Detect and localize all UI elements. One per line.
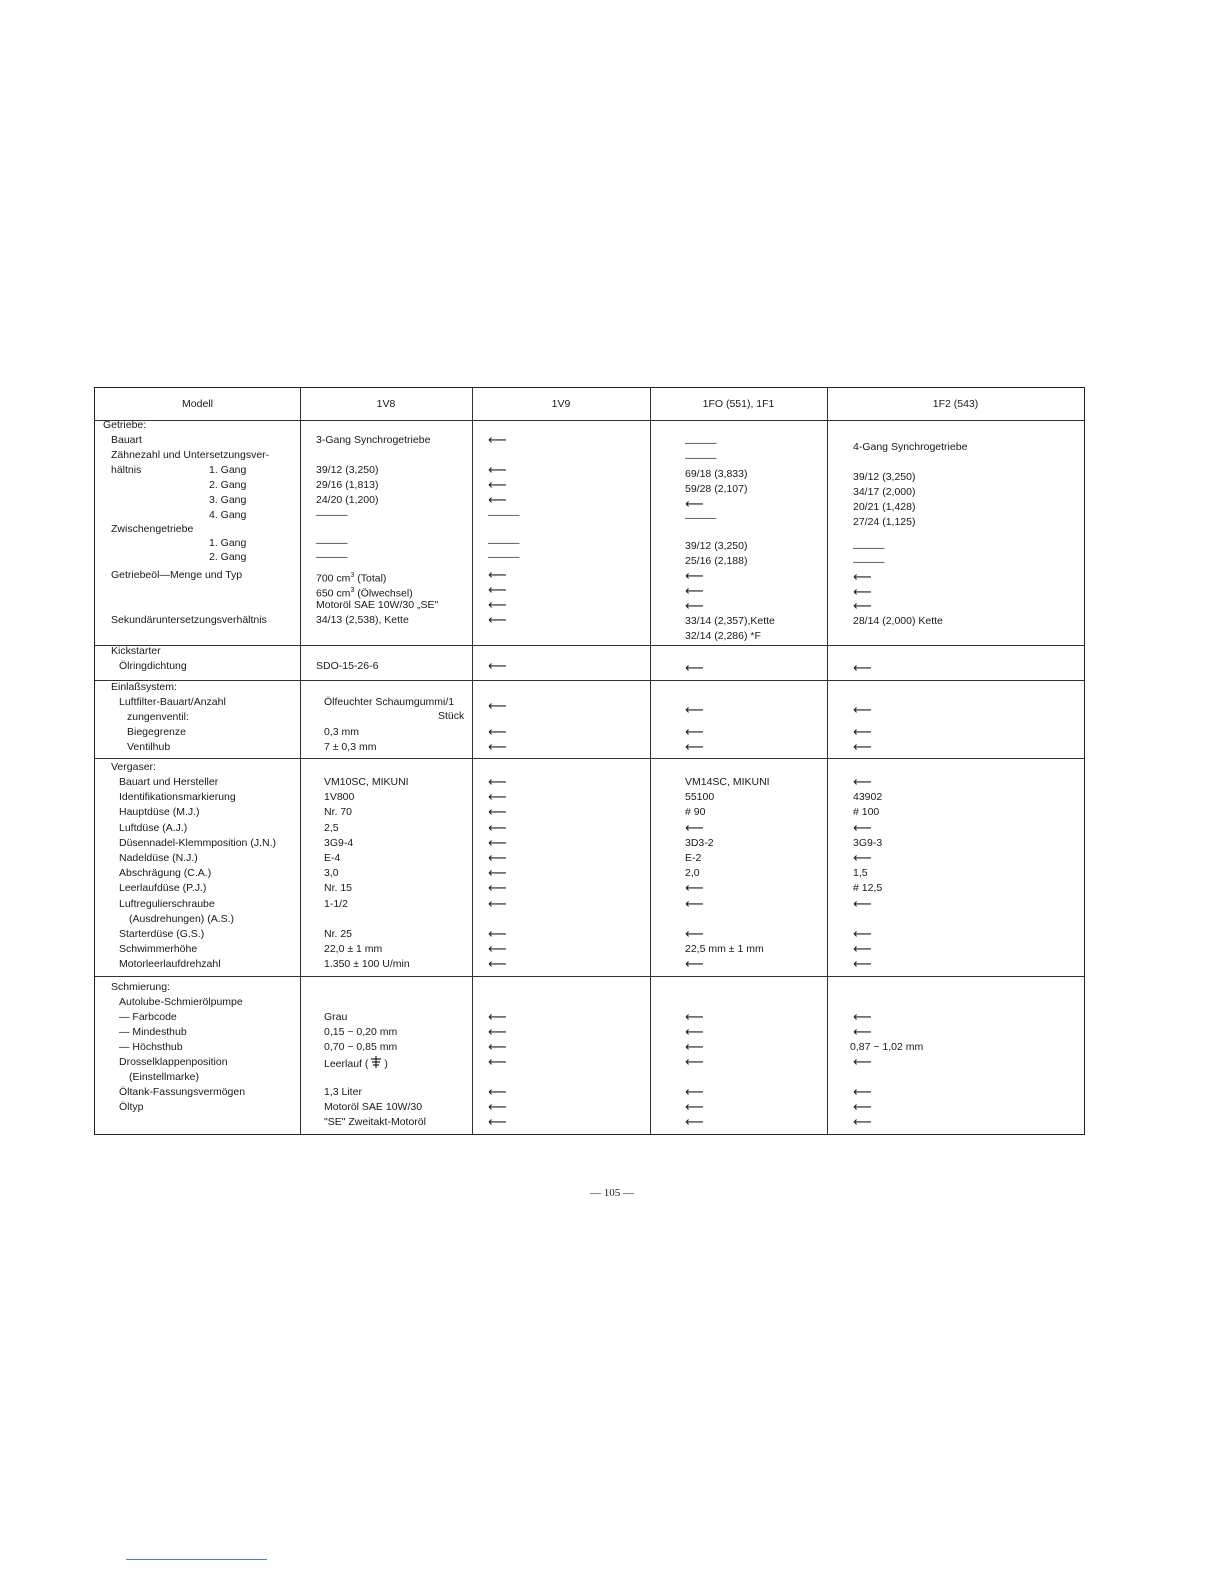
- vergaser-value-1v8: 1V800: [324, 791, 355, 804]
- same-as-arrow: ⟵: [853, 1100, 872, 1115]
- value-1v8-gang4: ———: [316, 509, 348, 521]
- header-1v9: 1V9: [551, 398, 571, 410]
- same-as-arrow: ⟵: [853, 957, 872, 973]
- header-1v8: 1V8: [376, 398, 396, 410]
- value-1v8-oelring: SDO-15-26-6: [316, 660, 379, 672]
- vergaser-label: Bauart und Hersteller: [119, 776, 219, 788]
- vergaser-value-1fo: 22,5 mm ± 1 mm: [685, 943, 764, 956]
- same-as-arrow: ⟵: [488, 740, 507, 755]
- value-1f2-bauart: 4-Gang Synchrogetriebe: [853, 441, 968, 453]
- same-as-arrow: ⟵: [488, 1085, 507, 1100]
- value-1v8-oeltank: 1,3 Liter: [324, 1086, 362, 1098]
- same-as-arrow: ⟵: [488, 493, 507, 508]
- label-oeltyp: Öltyp: [119, 1101, 144, 1113]
- value-1v8-gang3: 24/20 (1,200): [316, 494, 379, 506]
- value-1v8-bauart: 3-Gang Synchrogetriebe: [316, 434, 431, 446]
- label-gang3: 3. Gang: [209, 494, 247, 506]
- same-as-arrow: ⟵: [488, 851, 507, 866]
- value-1v8-farbcode: Grau: [324, 1011, 348, 1023]
- label-autolube: Autolube-Schmierölpumpe: [119, 996, 243, 1008]
- same-as-arrow: ⟵: [488, 942, 507, 958]
- value-1v8-hoechsthub: 0,70 ~ 0,85 mm: [324, 1041, 398, 1053]
- same-as-arrow: ⟵: [685, 584, 704, 599]
- label-hoechsthub: — Höchsthub: [119, 1041, 183, 1053]
- vergaser-value-1fo: 2,0: [685, 867, 700, 880]
- value-1fo-gang4: ———: [685, 512, 717, 524]
- col-divider: [827, 388, 828, 1134]
- section-divider: [95, 680, 1084, 681]
- label-ventilhub: Ventilhub: [127, 741, 171, 753]
- same-as-arrow: ⟵: [685, 1040, 704, 1055]
- same-as-arrow: ⟵: [685, 1025, 704, 1040]
- section-divider: [95, 645, 1084, 646]
- value-1v8-oeltyp2: "SE" Zweitakt-Motoröl: [324, 1116, 426, 1128]
- value-1f2-gang3: 20/21 (1,428): [853, 501, 916, 513]
- same-as-arrow: ⟵: [488, 805, 507, 821]
- same-as-arrow: ⟵: [853, 820, 872, 836]
- vergaser-value-1v8: 1-1/2: [324, 897, 348, 910]
- same-as-arrow: ⟵: [853, 1085, 872, 1100]
- value-1f2-zgang2: ———: [853, 556, 885, 568]
- same-as-arrow: ⟵: [853, 703, 872, 718]
- same-as-arrow: ⟵: [685, 881, 704, 897]
- label-zwischengetriebe: Zwischengetriebe: [111, 523, 194, 535]
- same-as-arrow: ⟵: [488, 881, 507, 897]
- label-biegegrenze: Biegegrenze: [127, 726, 186, 738]
- value-1v8-gang2: 29/16 (1,813): [316, 479, 379, 491]
- header-modell: Modell: [182, 398, 213, 410]
- label-farbcode: — Farbcode: [119, 1011, 177, 1023]
- value-1v8-oel-wechsel: 650 $cm^3$ (Ölwechsel): [316, 587, 413, 600]
- col-divider: [650, 388, 651, 1134]
- same-as-arrow: ⟵: [685, 1115, 704, 1130]
- label-zaehnezahl: Zähnezahl und Untersetzungsver-: [111, 449, 270, 461]
- value-1fo-dash: ———: [685, 452, 717, 464]
- same-as-arrow: ⟵: [488, 568, 507, 583]
- same-as-arrow: ⟵: [488, 896, 507, 912]
- vergaser-value-1v8: 1.350 ± 100 U/min: [324, 958, 410, 971]
- value-1f2-sek: 28/14 (2,000) Kette: [853, 615, 943, 627]
- same-as-arrow: ⟵: [685, 820, 704, 836]
- same-as-arrow: ⟵: [488, 433, 507, 448]
- value-1v8-drossel: Leerlauf ( ): [324, 1055, 388, 1072]
- same-as-arrow: ⟵: [853, 851, 872, 866]
- vergaser-label: (Ausdrehungen) (A.S.): [129, 912, 235, 925]
- value-1fo-zgang1: 39/12 (3,250): [685, 540, 748, 552]
- value-1v8-zgang1: ———: [316, 537, 348, 549]
- value-1fo-zgang2: 25/16 (2,188): [685, 555, 748, 567]
- same-as-arrow: ⟵: [488, 927, 507, 942]
- same-as-arrow: ⟵: [488, 775, 507, 790]
- label-einstellmarke: (Einstellmarke): [129, 1071, 200, 1083]
- value-1f2-gang4: 27/24 (1,125): [853, 516, 916, 528]
- same-as-arrow: ⟵: [488, 598, 507, 613]
- same-as-arrow: ⟵: [853, 661, 872, 676]
- label-drosselklappe: Drosselklappenposition: [119, 1056, 228, 1068]
- value-1v8-gang1: 39/12 (3,250): [316, 464, 379, 476]
- same-as-arrow: ⟵: [488, 613, 507, 628]
- section-divider: [95, 758, 1084, 759]
- same-as-arrow: ⟵: [685, 661, 704, 676]
- vergaser-value-1v8: 3,0: [324, 867, 339, 880]
- value-1v8-luftfilter-stueck: Stück: [438, 710, 465, 722]
- same-as-arrow: ⟵: [853, 896, 872, 912]
- same-as-arrow: ⟵: [488, 1025, 507, 1040]
- same-as-arrow: ⟵: [685, 569, 704, 584]
- label-zungenventil: zungenventil:: [127, 711, 189, 723]
- same-as-arrow: ⟵: [488, 790, 507, 806]
- label-gang2: 2. Gang: [209, 479, 247, 491]
- section-title-vergaser: Vergaser:: [111, 761, 156, 773]
- value-1f2-hoechsthub: 0,87 ~ 1,02 mm: [850, 1041, 924, 1053]
- same-as-arrow: ⟵: [488, 478, 507, 493]
- page-number: — 105 —: [590, 1187, 634, 1199]
- header-1f2: 1F2 (543): [932, 398, 979, 410]
- vergaser-value-1v8: Nr. 25: [324, 928, 353, 940]
- vergaser-label: Luftdüse (A.J.): [119, 821, 188, 834]
- same-as-arrow: ⟵: [685, 703, 704, 718]
- section-title-getriebe: Getriebe:: [103, 419, 147, 431]
- vergaser-label: Hauptdüse (M.J.): [119, 806, 200, 819]
- label-sekundaer: Sekundäruntersetzungsverhältnis: [111, 614, 267, 626]
- value-1fo-bauart: ———: [685, 437, 717, 449]
- col-divider: [472, 388, 473, 1134]
- value-1v8-oel-typ: Motoröl SAE 10W/30 „SE": [316, 599, 439, 611]
- same-as-arrow: ⟵: [488, 835, 507, 851]
- same-as-arrow: ⟵: [488, 725, 507, 740]
- vergaser-value-1v8: E-4: [324, 852, 341, 864]
- same-as-arrow: ⟵: [685, 1055, 704, 1070]
- vergaser-value-1v8: Nr. 15: [324, 882, 353, 895]
- same-as-arrow: ⟵: [488, 957, 507, 973]
- same-as-arrow: ⟵: [488, 699, 507, 714]
- value-1v8-oeltyp1: Motoröl SAE 10W/30: [324, 1101, 423, 1113]
- same-as-arrow: ⟵: [685, 1100, 704, 1115]
- same-as-arrow: ⟵: [488, 659, 507, 674]
- vergaser-value-1f2: # 100: [853, 806, 880, 819]
- same-as-arrow: ⟵: [853, 1010, 872, 1025]
- value-1v9-gang4: ———: [488, 509, 520, 521]
- section-title-einlass: Einlaßsystem:: [111, 681, 177, 693]
- value-1v8-ventilhub: 7 ± 0,3 mm: [324, 741, 377, 753]
- same-as-arrow: ⟵: [853, 1055, 872, 1070]
- same-as-arrow: ⟵: [853, 927, 872, 942]
- same-as-arrow: ⟵: [853, 775, 872, 790]
- same-as-arrow: ⟵: [488, 1040, 507, 1055]
- vergaser-label: Abschrägung (C.A.): [119, 867, 212, 880]
- same-as-arrow: ⟵: [685, 1010, 704, 1025]
- same-as-arrow: ⟵: [853, 599, 872, 614]
- value-1v9-zgang1: ———: [488, 537, 520, 549]
- label-getriebeoel: Getriebeöl—Menge und Typ: [111, 569, 243, 581]
- same-as-arrow: ⟵: [685, 957, 704, 973]
- same-as-arrow: ⟵: [488, 1100, 507, 1115]
- vergaser-value-1fo: # 90: [685, 806, 706, 819]
- value-1v8-mindesthub: 0,15 ~ 0,20 mm: [324, 1026, 398, 1038]
- section-title-schmierung: Schmierung:: [111, 981, 170, 993]
- same-as-arrow: ⟵: [853, 585, 872, 600]
- same-as-arrow: ⟵: [488, 820, 507, 836]
- section-title-kickstarter: Kickstarter: [111, 645, 161, 657]
- same-as-arrow: ⟵: [488, 866, 507, 882]
- same-as-arrow: ⟵: [853, 740, 872, 755]
- vergaser-label: Schwimmerhöhe: [119, 943, 198, 956]
- value-1f2-zgang1: ———: [853, 542, 885, 554]
- value-1fo-gang1: 69/18 (3,833): [685, 468, 748, 480]
- same-as-arrow: ⟵: [685, 497, 704, 512]
- label-mindesthub: — Mindesthub: [119, 1026, 187, 1038]
- vergaser-value-1f2: 3G9-3: [853, 836, 883, 849]
- vergaser-label: Leerlaufdüse (P.J.): [119, 882, 207, 895]
- label-zgang2: 2. Gang: [209, 551, 247, 563]
- same-as-arrow: ⟵: [488, 463, 507, 478]
- same-as-arrow: ⟵: [685, 725, 704, 740]
- same-as-arrow: ⟵: [685, 740, 704, 755]
- vergaser-value-1v8: 3G9-4: [324, 836, 354, 849]
- label-zgang1: 1. Gang: [209, 537, 247, 549]
- label-oelringdichtung: Ölringdichtung: [119, 660, 187, 672]
- vergaser-value-1fo: 55100: [685, 791, 715, 804]
- value-1v8-zgang2: ———: [316, 551, 348, 563]
- vergaser-value-1v8: 2,5: [324, 821, 339, 834]
- vergaser-value-1v8: 22,0 ± 1 mm: [324, 943, 383, 956]
- throttle-mark-icon: [368, 1055, 384, 1069]
- same-as-arrow: ⟵: [853, 1115, 872, 1130]
- spec-table: [94, 387, 1085, 1135]
- footer-rule: [126, 1559, 267, 1560]
- vergaser-label: Motorleerlaufdrehzahl: [119, 958, 221, 971]
- value-1v8-biegegrenze: 0,3 mm: [324, 726, 360, 738]
- value-1fo-gang2: 59/28 (2,107): [685, 483, 748, 495]
- value-1v9-zgang2: ———: [488, 551, 520, 563]
- vergaser-label: Düsennadel-Klemmposition (J.N.): [119, 836, 276, 849]
- value-1fo-sek1: 33/14 (2,357),Kette: [685, 615, 775, 627]
- label-haeltnis: hältnis: [111, 464, 142, 476]
- value-1v8-oel-total: 700 $cm^3$ (Total): [316, 572, 387, 585]
- header-divider: [95, 420, 1084, 421]
- vergaser-value-1f2: # 12,5: [853, 882, 883, 895]
- vergaser-label: Identifikationsmarkierung: [119, 791, 236, 804]
- vergaser-value-1fo: E-2: [685, 852, 702, 864]
- vergaser-value-1f2: 1,5: [853, 867, 868, 880]
- same-as-arrow: ⟵: [853, 1025, 872, 1040]
- same-as-arrow: ⟵: [685, 599, 704, 614]
- same-as-arrow: ⟵: [685, 927, 704, 942]
- same-as-arrow: ⟵: [488, 1115, 507, 1130]
- label-bauart: Bauart: [111, 434, 142, 446]
- section-divider: [95, 976, 1084, 977]
- vergaser-value-1fo: 3D3-2: [685, 836, 714, 849]
- same-as-arrow: ⟵: [488, 1010, 507, 1025]
- vergaser-label: Starterdüse (G.S.): [119, 928, 205, 940]
- same-as-arrow: ⟵: [685, 1085, 704, 1100]
- label-gang4: 4. Gang: [209, 509, 247, 521]
- vergaser-label: Nadeldüse (N.J.): [119, 852, 198, 864]
- vergaser-value-1fo: VM14SC, MIKUNI: [685, 776, 770, 788]
- vergaser-value-1f2: 43902: [853, 791, 883, 804]
- value-1f2-gang1: 39/12 (3,250): [853, 471, 916, 483]
- same-as-arrow: ⟵: [488, 583, 507, 598]
- value-1f2-gang2: 34/17 (2,000): [853, 486, 916, 498]
- vergaser-label: Luftregulierschraube: [119, 897, 215, 910]
- same-as-arrow: ⟵: [853, 725, 872, 740]
- col-divider: [300, 388, 301, 1134]
- same-as-arrow: ⟵: [488, 1055, 507, 1070]
- vergaser-value-1v8: Nr. 70: [324, 806, 353, 819]
- vergaser-value-1v8: VM10SC, MIKUNI: [324, 776, 409, 788]
- value-1v8-sekundaer: 34/13 (2,538), Kette: [316, 614, 409, 626]
- label-luftfilter: Luftfilter-Bauart/Anzahl: [119, 696, 226, 708]
- same-as-arrow: ⟵: [685, 896, 704, 912]
- value-1fo-sek2: 32/14 (2,286) *F: [685, 630, 761, 642]
- label-oeltank: Öltank-Fassungsvermögen: [119, 1086, 246, 1098]
- label-gang1: 1. Gang: [209, 464, 247, 476]
- value-1v8-luftfilter: Ölfeuchter Schaumgummi/1: [324, 696, 455, 708]
- header-1fo: 1FO (551), 1F1: [702, 398, 775, 410]
- same-as-arrow: ⟵: [853, 570, 872, 585]
- same-as-arrow: ⟵: [853, 942, 872, 958]
